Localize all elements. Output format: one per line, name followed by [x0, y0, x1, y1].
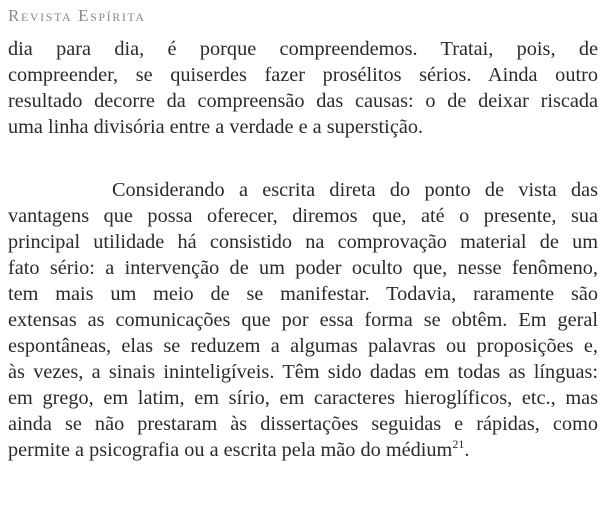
paragraph-2-line-11 — [8, 438, 598, 464]
paragraph-2-line-8: às vezes, a sinais ininteligíveis. Têm sido dadas em todas as línguas: — [8, 361, 598, 383]
paragraph-2-line-5: tem mais um meio de se manifestar. Todavia, raramente são — [8, 283, 598, 305]
paragraph-1-line-1: dia para dia, é porque compreendemos. Tratai, pois, de — [8, 38, 598, 60]
footnote-ref[interactable]: 21 — [452, 438, 465, 451]
paragraph-1-line-3: resultado decorre da compreensão das causas: o de deixar riscada — [8, 90, 598, 112]
sentence-end: . — [464, 439, 470, 461]
paragraph-2-line-6: extensas as comunicações que por essa forma se obtêm. Em geral — [8, 309, 598, 331]
paragraph-2-line-1: Considerando a escrita direta do ponto de vista das — [112, 179, 598, 201]
running-head: Revista Espírita — [8, 6, 146, 25]
paragraph-1-line-4: uma linha divisória entre a verdade e a superstição. — [8, 116, 424, 138]
paragraph-2-line-2: vantagens que possa oferecer, diremos que, até o presente, sua — [8, 205, 598, 227]
page — [8, 0, 598, 509]
paragraph-1-line-2: compreender, se quiserdes fazer prosélitos sérios. Ainda outro — [8, 64, 598, 86]
paragraph-2-line-10: ainda se não prestaram às dissertações seguidas e rápidas, como — [8, 413, 598, 435]
paragraph-2-line-7: espontâneas, elas se reduzem a algumas palavras ou proposições e, — [8, 335, 598, 357]
paragraph-2-line-11-text: permite a psicografia ou a escrita pela mão do médium — [8, 439, 453, 461]
paragraph-2-line-4: fato sério: a intervenção de um poder oculto que, nesse fenômeno, — [8, 257, 598, 279]
paragraph-2-line-3: principal utilidade há consistido na comprovação material de um — [8, 231, 598, 253]
paragraph-2-line-9: em grego, em latim, em sírio, em caracteres hieroglíficos, etc., mas — [8, 387, 598, 409]
